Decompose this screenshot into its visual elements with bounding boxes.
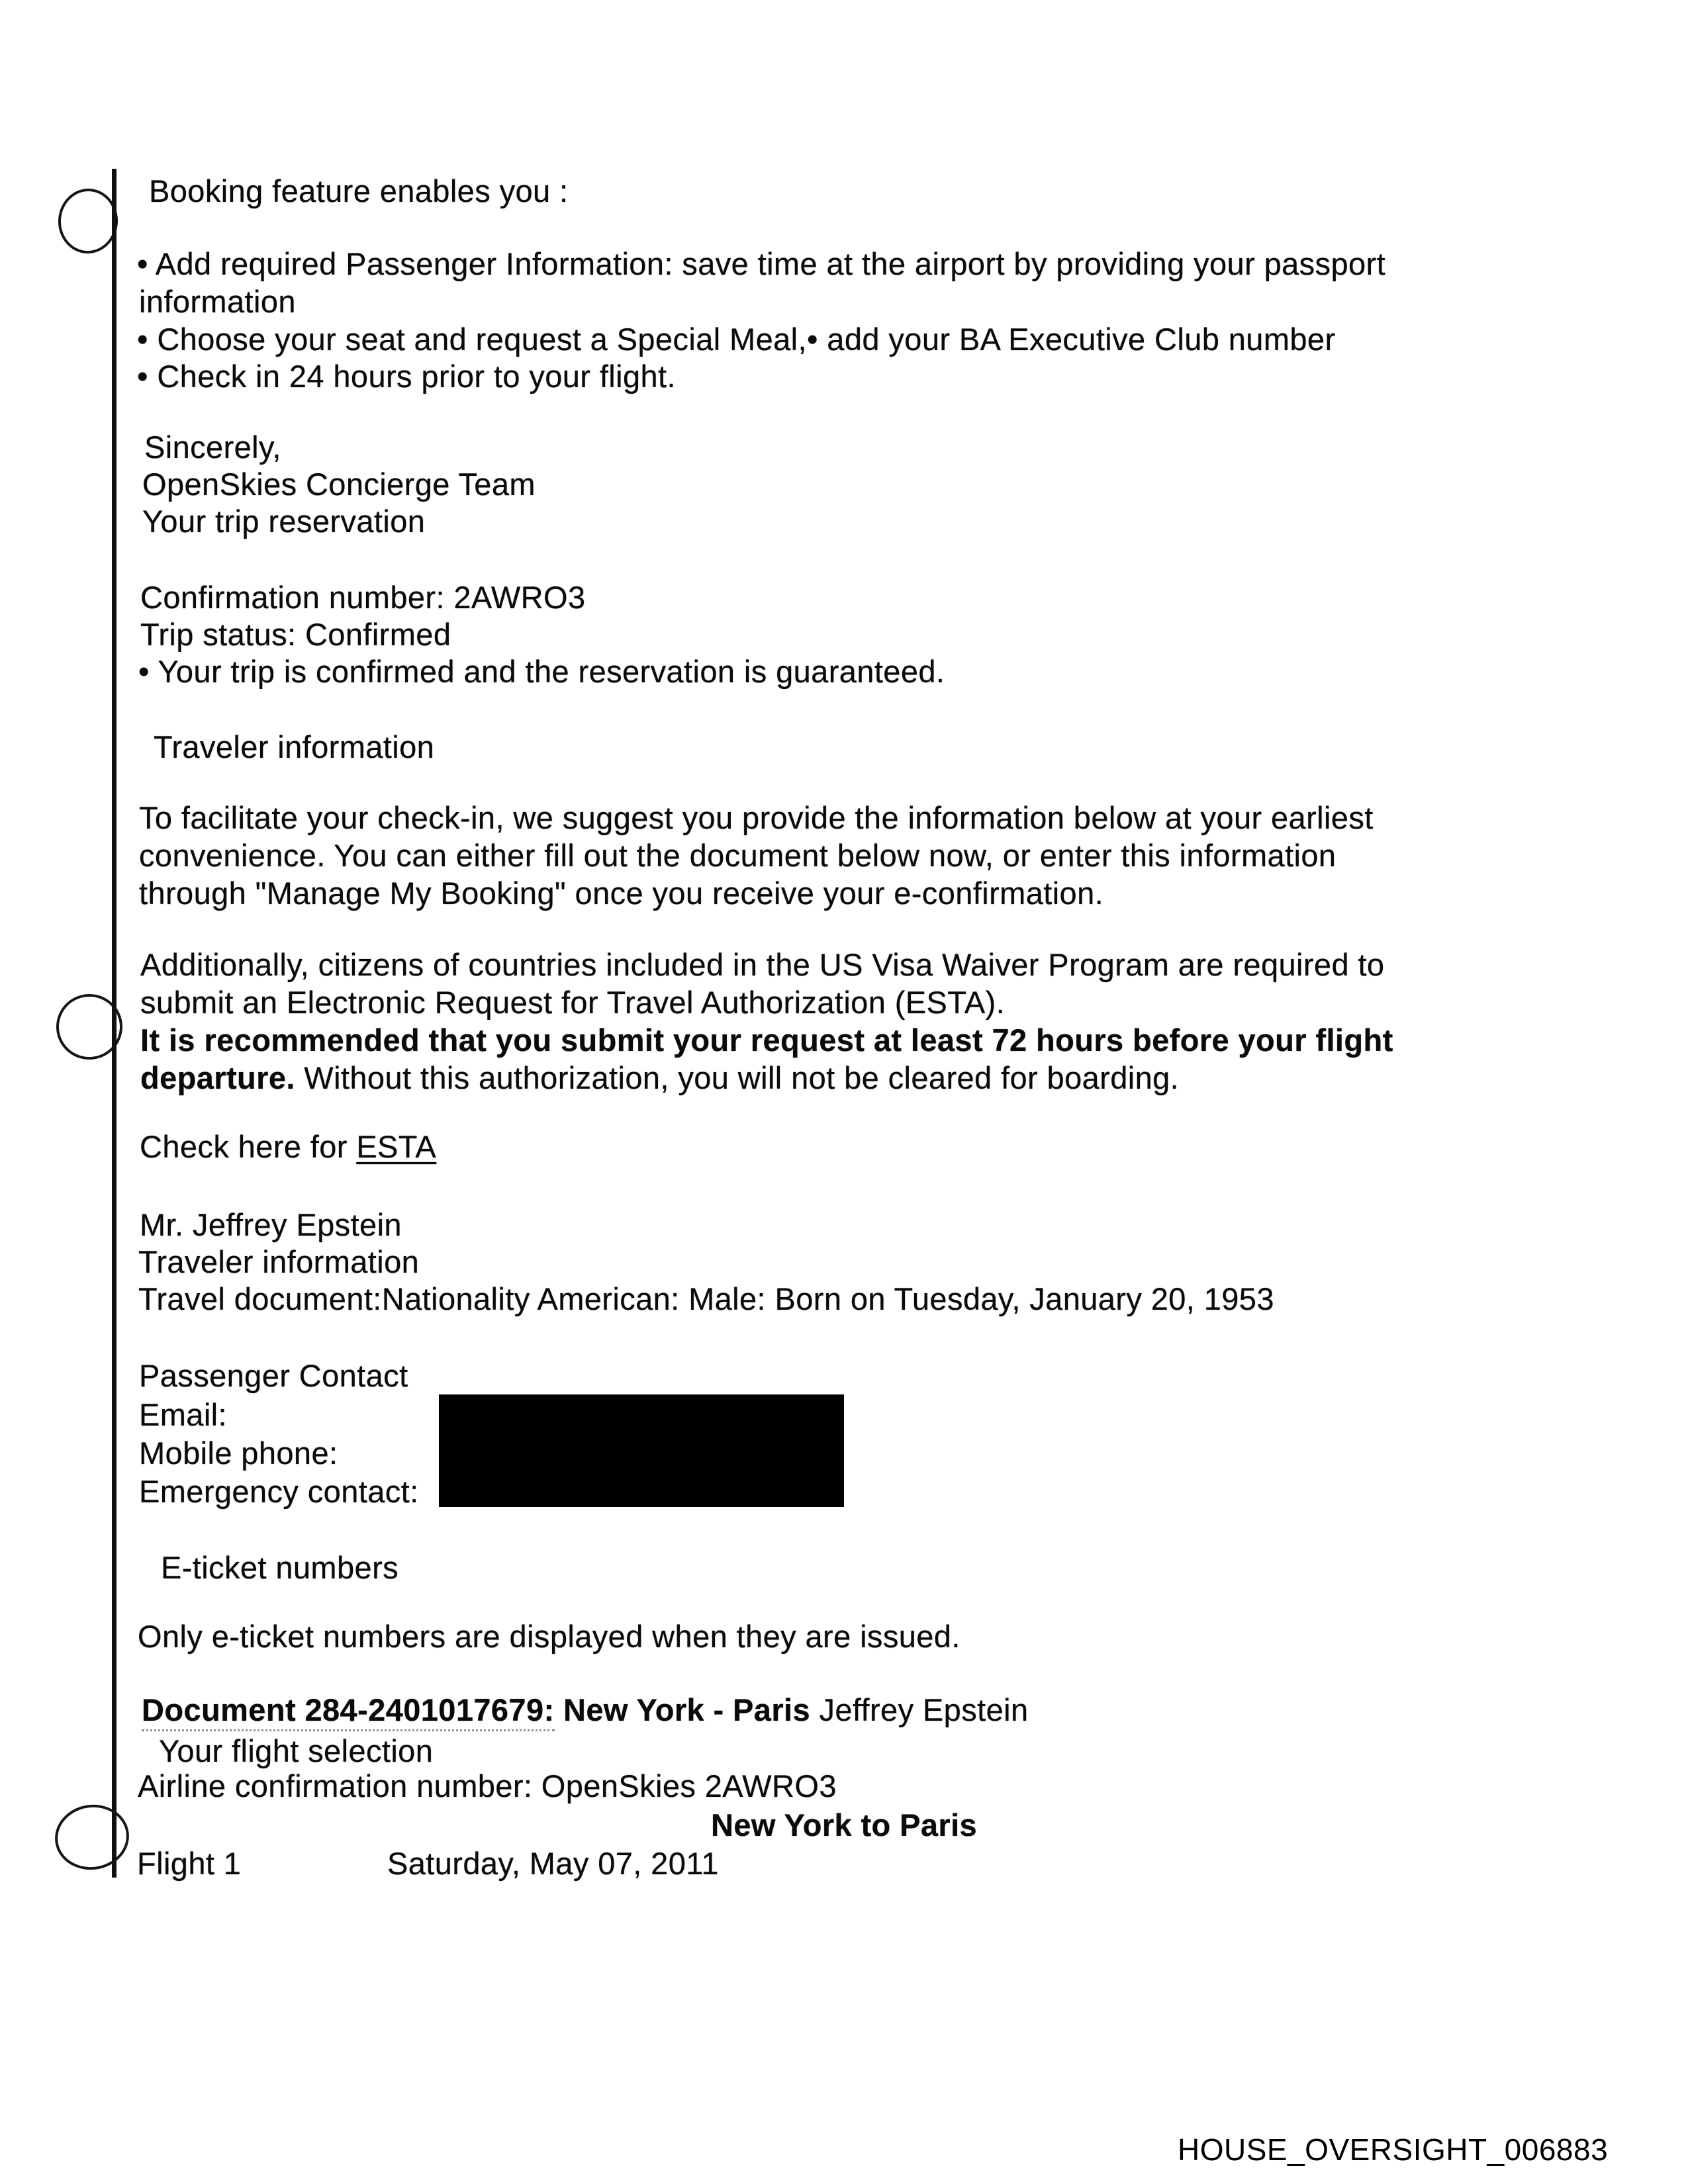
eticket-note: Only e-ticket numbers are displayed when they are issued. bbox=[138, 1619, 961, 1654]
travel-document-line: Travel document:Nationality American: Male: Born on Tuesday, January 20, 1953 bbox=[138, 1281, 1274, 1316]
confirmation-number-line: Confirmation number: 2AWRO3 bbox=[140, 580, 586, 615]
esta-recommendation-bold-line: It is recommended that you submit your request at least 72 hours before your flight bbox=[140, 1023, 1393, 1058]
intro-bullet-passport-wrap: information bbox=[139, 284, 296, 319]
checkin-paragraph-line3: through "Manage My Booking" once you receive your e-confirmation. bbox=[139, 876, 1104, 911]
flight-document-passenger: Jeffrey Epstein bbox=[810, 1692, 1029, 1727]
flight-document-number: Document 284-2401017679: bbox=[142, 1692, 555, 1731]
esta-check-prefix: Check here for bbox=[140, 1129, 357, 1164]
flight-document-line bbox=[142, 1693, 1029, 1728]
signature-trip-reservation: Your trip reservation bbox=[142, 504, 426, 539]
intro-bullet-passport: • Add required Passenger Information: save time at the airport by providing your passport bbox=[137, 246, 1386, 281]
traveler-information-heading: Traveler information bbox=[154, 729, 435, 764]
punch-hole-bottom bbox=[51, 1800, 134, 1875]
flight-date: Saturday, May 07, 2011 bbox=[387, 1846, 719, 1881]
contact-emergency-label: Emergency contact: bbox=[139, 1474, 419, 1509]
eticket-heading: E-ticket numbers bbox=[161, 1550, 399, 1585]
route-title: New York to Paris bbox=[711, 1807, 978, 1843]
contact-email-label: Email: bbox=[139, 1397, 227, 1432]
checkin-paragraph-line2: convenience. You can either fill out the document below now, or enter this information bbox=[139, 838, 1336, 873]
flight-selection-heading: Your flight selection bbox=[159, 1733, 434, 1768]
trip-status-line: Trip status: Confirmed bbox=[140, 617, 451, 652]
traveler-name: Mr. Jeffrey Epstein bbox=[140, 1207, 402, 1242]
esta-paragraph-line1: Additionally, citizens of countries included in the US Visa Waiver Program are required to bbox=[140, 947, 1385, 982]
esta-check-line bbox=[140, 1130, 436, 1165]
traveler-info-label: Traveler information bbox=[138, 1244, 420, 1279]
flight-document-route: New York - Paris bbox=[554, 1692, 811, 1727]
punch-hole-top bbox=[56, 187, 120, 255]
flight-number-label: Flight 1 bbox=[137, 1846, 242, 1881]
signature-sincerely: Sincerely, bbox=[144, 430, 281, 465]
intro-bullet-checkin: • Check in 24 hours prior to your flight. bbox=[137, 359, 676, 394]
esta-departure-line bbox=[140, 1061, 1179, 1096]
esta-departure-regular: Without this authorization, you will not be cleared for boarding. bbox=[295, 1060, 1180, 1095]
airline-confirmation-line: Airline confirmation number: OpenSkies 2AWRO3 bbox=[138, 1768, 837, 1803]
checkin-paragraph-line1: To facilitate your check-in, we suggest you provide the information below at your earliest bbox=[139, 800, 1374, 835]
passenger-contact-heading: Passenger Contact bbox=[139, 1358, 408, 1393]
scan-edge-line bbox=[112, 169, 117, 1878]
esta-paragraph-line2: submit an Electronic Request for Travel Authorization (ESTA). bbox=[140, 985, 1006, 1020]
redaction-box bbox=[439, 1394, 844, 1507]
esta-link[interactable]: ESTA bbox=[356, 1129, 437, 1164]
bates-number: HOUSE_OVERSIGHT_006883 bbox=[1178, 2132, 1609, 2167]
contact-mobile-label: Mobile phone: bbox=[139, 1435, 338, 1471]
intro-bullet-seat-meal: • Choose your seat and request a Special Meal,• add your BA Executive Club number bbox=[137, 322, 1336, 357]
signature-team: OpenSkies Concierge Team bbox=[142, 467, 536, 502]
trip-guaranteed-line: • Your trip is confirmed and the reservation is guaranteed. bbox=[138, 654, 945, 689]
intro-heading: Booking feature enables you : bbox=[149, 173, 569, 208]
esta-departure-bold: departure. bbox=[140, 1060, 295, 1095]
